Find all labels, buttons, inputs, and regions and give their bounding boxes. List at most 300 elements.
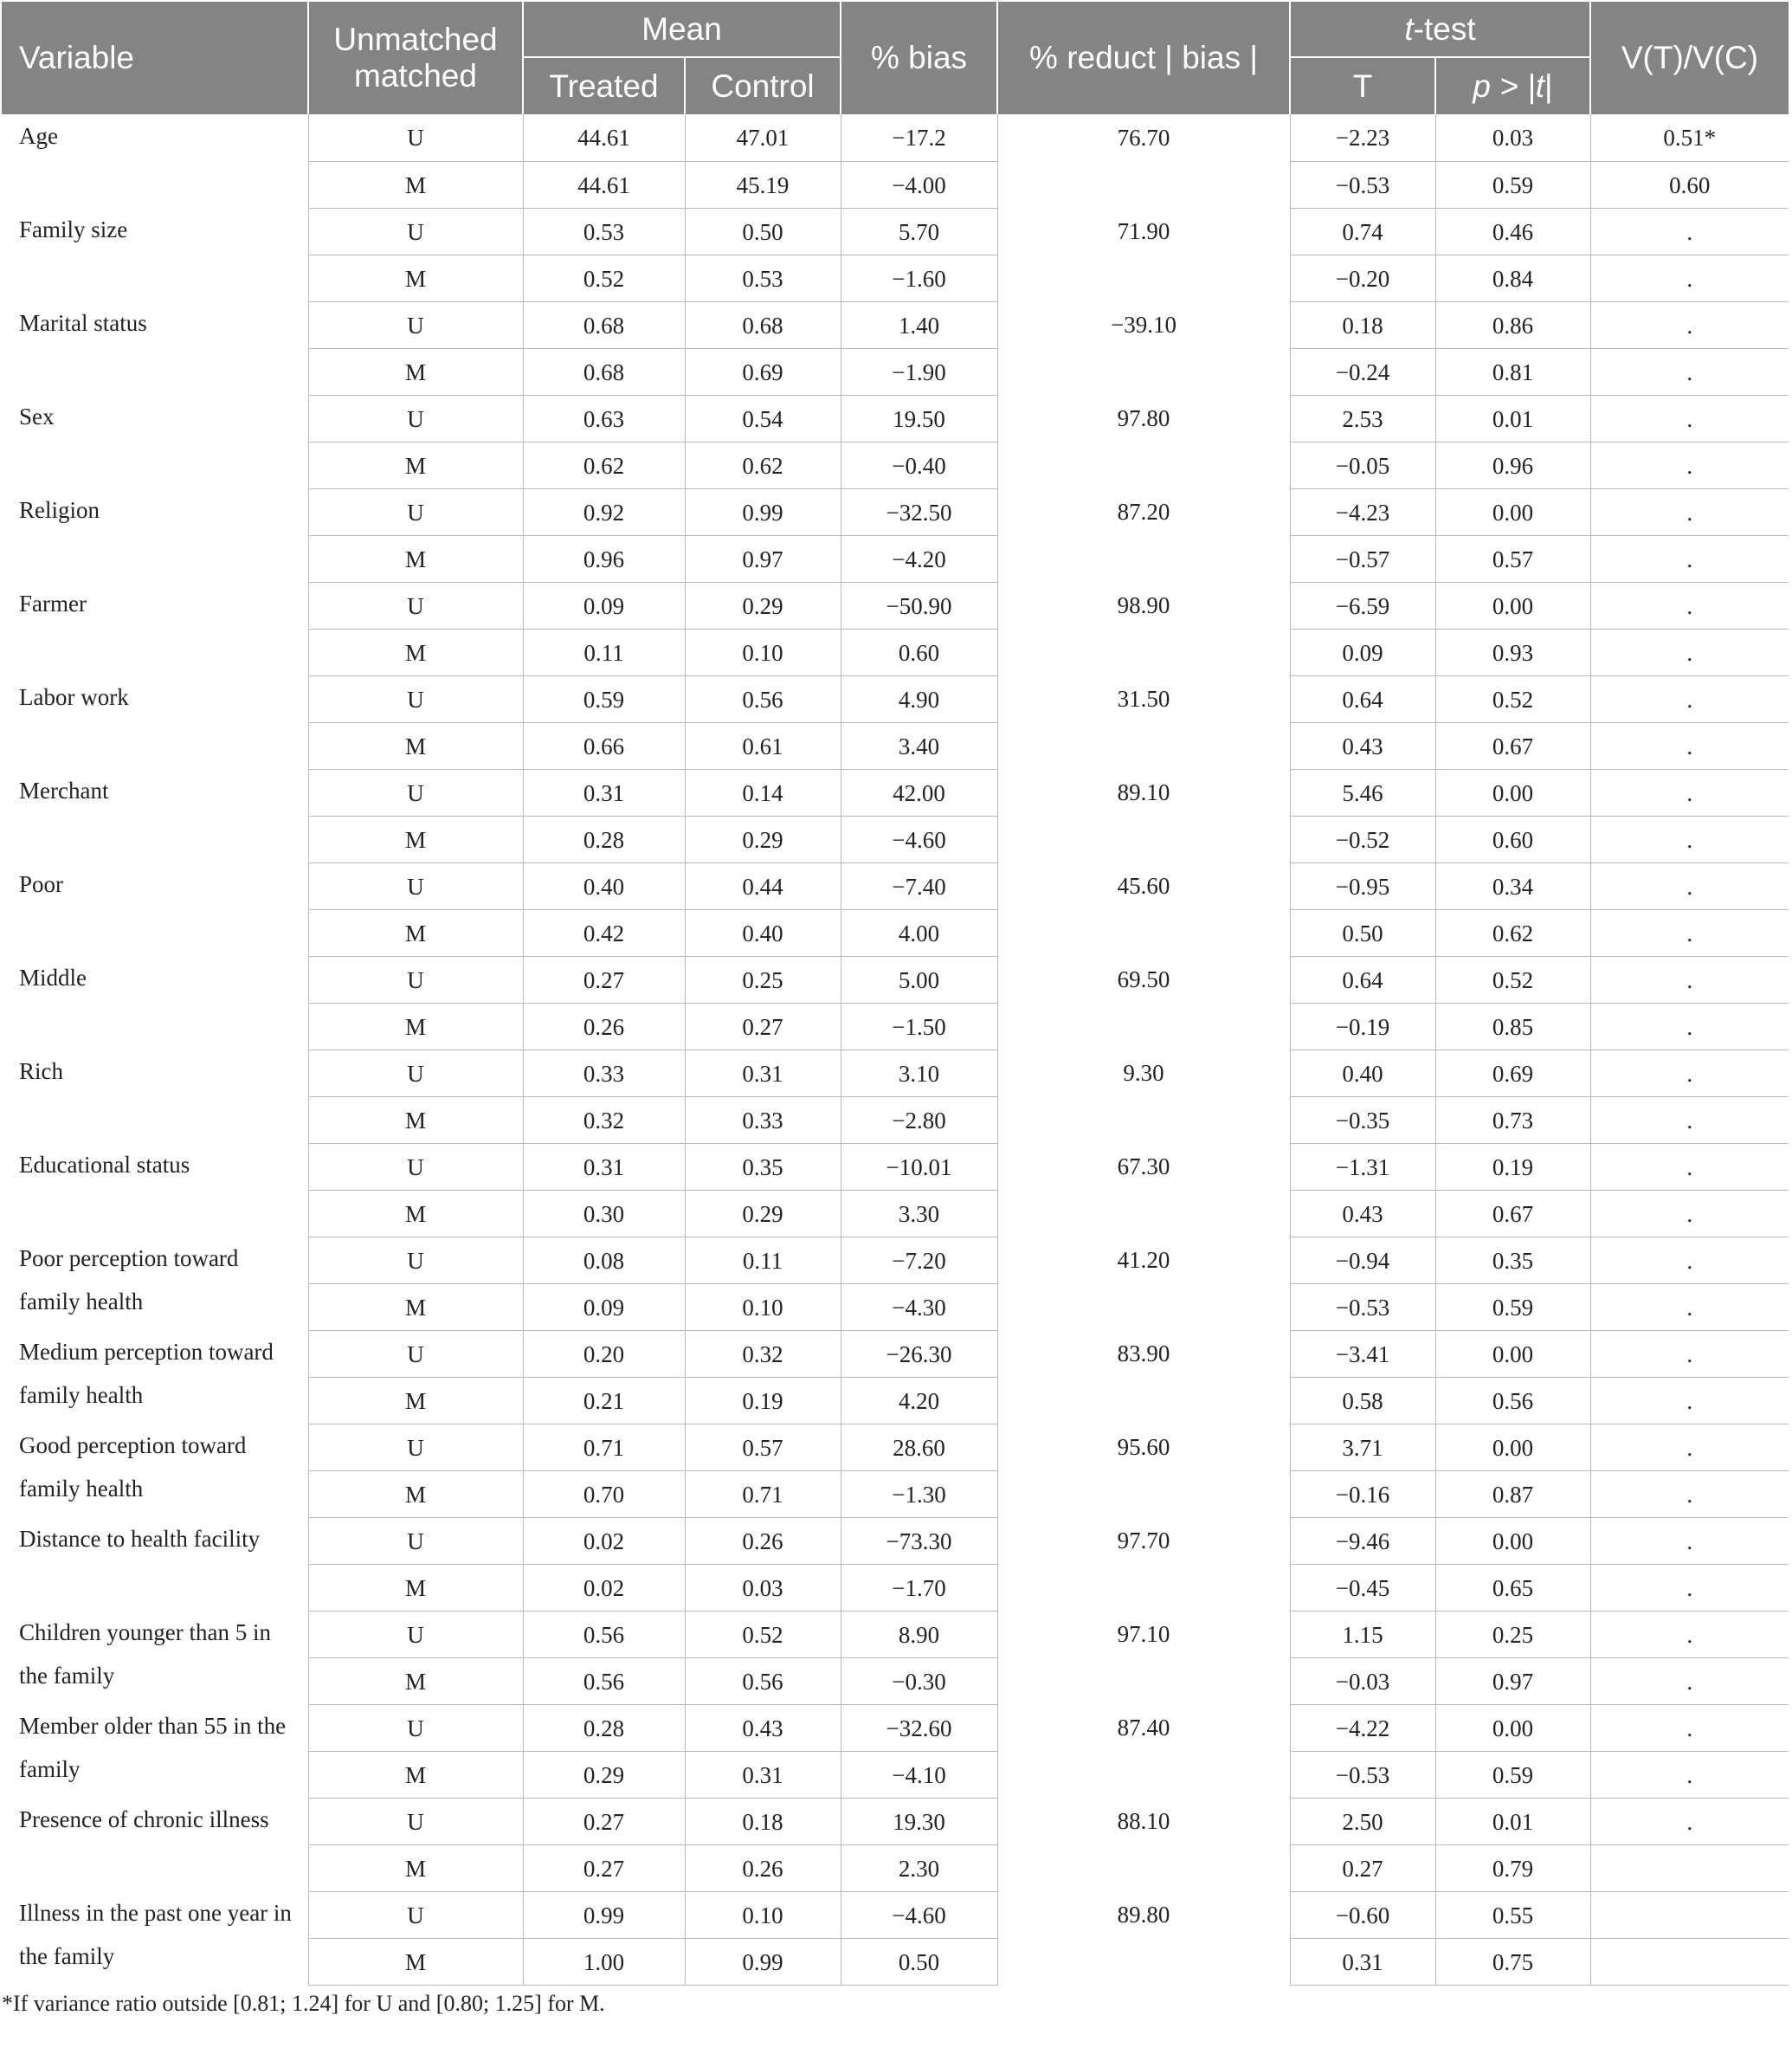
treated-mean: 44.61 (523, 161, 685, 208)
treated-mean: 1.00 (523, 1938, 685, 1985)
header-pct-reduct-bias: % reduct | bias | (997, 2, 1290, 114)
t-value: −3.41 (1290, 1330, 1435, 1377)
t-value: 0.50 (1290, 909, 1435, 956)
p-value: 0.59 (1435, 1283, 1590, 1330)
pct-reduct-bias: 87.20 (997, 488, 1290, 582)
sample-type: U (308, 1424, 523, 1470)
control-mean: 0.03 (685, 1564, 841, 1611)
pct-bias: 4.00 (841, 909, 997, 956)
treated-mean: 0.53 (523, 208, 685, 255)
pct-reduct-bias: 98.90 (997, 582, 1290, 675)
control-mean: 0.43 (685, 1704, 841, 1751)
t-value: −0.20 (1290, 255, 1435, 301)
sample-type: M (308, 255, 523, 301)
variance-ratio: . (1590, 1377, 1789, 1424)
sample-type: U (308, 1517, 523, 1564)
t-value: −4.22 (1290, 1704, 1435, 1751)
table-row (2, 1424, 1789, 1470)
variance-ratio: . (1590, 722, 1789, 769)
pct-reduct-bias: 95.60 (997, 1424, 1290, 1517)
table-row (2, 582, 1789, 629)
table-row (2, 1050, 1789, 1096)
p-value: 0.79 (1435, 1844, 1590, 1891)
p-value: 0.62 (1435, 909, 1590, 956)
p-value: 0.00 (1435, 1424, 1590, 1470)
control-mean: 0.19 (685, 1377, 841, 1424)
t-value: −2.23 (1290, 114, 1435, 161)
treated-mean: 0.27 (523, 1844, 685, 1891)
pct-reduct-bias: 89.10 (997, 769, 1290, 862)
p-value: 0.81 (1435, 348, 1590, 395)
t-value: −0.16 (1290, 1470, 1435, 1517)
control-mean: 0.18 (685, 1798, 841, 1844)
control-mean: 45.19 (685, 161, 841, 208)
control-mean: 0.27 (685, 1003, 841, 1050)
t-value: 0.43 (1290, 722, 1435, 769)
variance-ratio: . (1590, 1704, 1789, 1751)
p-value: 0.85 (1435, 1003, 1590, 1050)
p-value: 0.73 (1435, 1096, 1590, 1143)
variable-name: Poor (2, 862, 308, 956)
t-value: −0.19 (1290, 1003, 1435, 1050)
pct-reduct-bias: 69.50 (997, 956, 1290, 1050)
control-mean: 0.71 (685, 1470, 841, 1517)
treated-mean: 0.29 (523, 1751, 685, 1798)
variable-name: Middle (2, 956, 308, 1050)
p-value: 0.00 (1435, 1517, 1590, 1564)
variance-ratio: . (1590, 255, 1789, 301)
treated-mean: 0.09 (523, 1283, 685, 1330)
treated-mean: 0.68 (523, 348, 685, 395)
header-matched-line: matched (354, 58, 477, 94)
t-value: −4.23 (1290, 488, 1435, 535)
treated-mean: 0.20 (523, 1330, 685, 1377)
t-value: 0.18 (1290, 301, 1435, 348)
control-mean: 0.57 (685, 1424, 841, 1470)
sample-type: M (308, 1283, 523, 1330)
treated-mean: 0.11 (523, 629, 685, 675)
pct-reduct-bias: 71.90 (997, 208, 1290, 301)
control-mean: 0.56 (685, 1657, 841, 1704)
variance-ratio: . (1590, 769, 1789, 816)
variable-name: Presence of chronic illness (2, 1798, 308, 1891)
control-mean: 0.10 (685, 629, 841, 675)
variance-ratio: . (1590, 208, 1789, 255)
variance-ratio: . (1590, 1470, 1789, 1517)
variance-ratio: 0.51* (1590, 114, 1789, 161)
treated-mean: 0.66 (523, 722, 685, 769)
header-p-value (1435, 57, 1590, 114)
pct-bias: 4.90 (841, 675, 997, 722)
table-row (2, 1798, 1789, 1844)
header-treated: Treated (523, 57, 685, 114)
sample-type: U (308, 208, 523, 255)
p-value: 0.55 (1435, 1891, 1590, 1938)
t-value: 0.64 (1290, 956, 1435, 1003)
p-value: 0.84 (1435, 255, 1590, 301)
table-row (2, 1237, 1789, 1283)
control-mean: 0.31 (685, 1050, 841, 1096)
pct-reduct-bias: 67.30 (997, 1143, 1290, 1237)
sample-type: U (308, 1704, 523, 1751)
pct-bias: −1.70 (841, 1564, 997, 1611)
treated-mean: 0.32 (523, 1096, 685, 1143)
sample-type: U (308, 582, 523, 629)
variance-ratio: . (1590, 582, 1789, 629)
header-variance-ratio: V(T)/V(C) (1590, 2, 1789, 114)
treated-mean: 0.02 (523, 1517, 685, 1564)
variance-ratio: . (1590, 1611, 1789, 1657)
p-value: 0.87 (1435, 1470, 1590, 1517)
variance-ratio: . (1590, 395, 1789, 442)
p-value: 0.67 (1435, 722, 1590, 769)
p-value: 0.59 (1435, 1751, 1590, 1798)
pct-reduct-bias: 9.30 (997, 1050, 1290, 1143)
table-row (2, 208, 1789, 255)
sample-type: M (308, 909, 523, 956)
treated-mean: 0.96 (523, 535, 685, 582)
p-value: 0.46 (1435, 208, 1590, 255)
pct-bias: 19.30 (841, 1798, 997, 1844)
treated-mean: 0.31 (523, 1143, 685, 1190)
control-mean: 0.61 (685, 722, 841, 769)
control-mean: 0.25 (685, 956, 841, 1003)
pct-bias: −4.20 (841, 535, 997, 582)
t-value: 5.46 (1290, 769, 1435, 816)
treated-mean: 0.28 (523, 1704, 685, 1751)
sample-type: M (308, 442, 523, 488)
treated-mean: 0.59 (523, 675, 685, 722)
sample-type: M (308, 535, 523, 582)
p-value: 0.35 (1435, 1237, 1590, 1283)
variance-ratio: . (1590, 862, 1789, 909)
header-p-suffix: | (1544, 68, 1553, 104)
pct-bias: 3.10 (841, 1050, 997, 1096)
pct-bias: 4.20 (841, 1377, 997, 1424)
pct-reduct-bias: 97.10 (997, 1611, 1290, 1704)
pct-reduct-bias: 89.80 (997, 1891, 1290, 1985)
p-value: 0.00 (1435, 1704, 1590, 1751)
control-mean: 0.62 (685, 442, 841, 488)
treated-mean: 0.31 (523, 769, 685, 816)
sample-type: M (308, 1844, 523, 1891)
variance-ratio: . (1590, 629, 1789, 675)
variable-name: Medium perception toward family health (2, 1330, 308, 1424)
pct-bias: −4.30 (841, 1283, 997, 1330)
control-mean: 0.99 (685, 1938, 841, 1985)
pct-bias: −73.30 (841, 1517, 997, 1564)
pct-bias: −1.90 (841, 348, 997, 395)
treated-mean: 0.27 (523, 1798, 685, 1844)
sample-type: U (308, 769, 523, 816)
table-row (2, 1517, 1789, 1564)
variance-ratio: . (1590, 535, 1789, 582)
control-mean: 0.40 (685, 909, 841, 956)
sample-type: M (308, 161, 523, 208)
pct-bias: −1.30 (841, 1470, 997, 1517)
variance-ratio: . (1590, 1283, 1789, 1330)
t-value: 2.53 (1290, 395, 1435, 442)
control-mean: 0.44 (685, 862, 841, 909)
control-mean: 0.54 (685, 395, 841, 442)
t-value: 0.43 (1290, 1190, 1435, 1237)
table-row (2, 395, 1789, 442)
sample-type: M (308, 348, 523, 395)
pct-bias: −0.40 (841, 442, 997, 488)
variance-ratio: . (1590, 301, 1789, 348)
control-mean: 0.97 (685, 535, 841, 582)
control-mean: 0.68 (685, 301, 841, 348)
variance-ratio: . (1590, 442, 1789, 488)
treated-mean: 0.21 (523, 1377, 685, 1424)
table-row (2, 114, 1789, 161)
t-value: −6.59 (1290, 582, 1435, 629)
psm-balance-table (2, 2, 1789, 1986)
pct-bias: −10.01 (841, 1143, 997, 1190)
header-t: T (1290, 57, 1435, 114)
control-mean: 0.29 (685, 816, 841, 862)
pct-bias: −32.60 (841, 1704, 997, 1751)
sample-type: U (308, 1611, 523, 1657)
control-mean: 0.32 (685, 1330, 841, 1377)
variance-ratio: . (1590, 1751, 1789, 1798)
variable-name: Marital status (2, 301, 308, 395)
t-value: 2.50 (1290, 1798, 1435, 1844)
sample-type: M (308, 1377, 523, 1424)
header-unmatched-matched (308, 2, 523, 114)
pct-reduct-bias: 83.90 (997, 1330, 1290, 1424)
p-value: 0.01 (1435, 1798, 1590, 1844)
t-value: 0.27 (1290, 1844, 1435, 1891)
sample-type: U (308, 1143, 523, 1190)
header-mean: Mean (523, 2, 841, 57)
variable-name: Children younger than 5 in the family (2, 1611, 308, 1704)
variance-ratio: . (1590, 1190, 1789, 1237)
t-value: −0.03 (1290, 1657, 1435, 1704)
header-p-prefix: p > | (1473, 68, 1536, 104)
variance-ratio (1590, 1938, 1789, 1985)
pct-bias: 28.60 (841, 1424, 997, 1470)
header-variable: Variable (2, 2, 308, 114)
variance-ratio: . (1590, 1143, 1789, 1190)
variance-ratio: . (1590, 488, 1789, 535)
t-value: −0.95 (1290, 862, 1435, 909)
t-value: −9.46 (1290, 1517, 1435, 1564)
treated-mean: 0.09 (523, 582, 685, 629)
table-body (2, 114, 1789, 1985)
t-value: −0.94 (1290, 1237, 1435, 1283)
t-value: −0.35 (1290, 1096, 1435, 1143)
variance-ratio: 0.60 (1590, 161, 1789, 208)
p-value: 0.00 (1435, 769, 1590, 816)
variance-ratio: . (1590, 1517, 1789, 1564)
table-row (2, 675, 1789, 722)
p-value: 0.03 (1435, 114, 1590, 161)
control-mean: 0.33 (685, 1096, 841, 1143)
table-row (2, 862, 1789, 909)
p-value: 0.75 (1435, 1938, 1590, 1985)
t-value: 3.71 (1290, 1424, 1435, 1470)
variance-ratio (1590, 1844, 1789, 1891)
t-value: −0.57 (1290, 535, 1435, 582)
treated-mean: 0.30 (523, 1190, 685, 1237)
t-value: −0.52 (1290, 816, 1435, 862)
sample-type: M (308, 1938, 523, 1985)
sample-type: U (308, 114, 523, 161)
treated-mean: 0.40 (523, 862, 685, 909)
t-value: −0.53 (1290, 161, 1435, 208)
control-mean: 0.11 (685, 1237, 841, 1283)
p-value: 0.59 (1435, 161, 1590, 208)
control-mean: 0.56 (685, 675, 841, 722)
variance-ratio: . (1590, 1237, 1789, 1283)
p-value: 0.86 (1435, 301, 1590, 348)
t-value: −0.45 (1290, 1564, 1435, 1611)
treated-mean: 0.56 (523, 1657, 685, 1704)
pct-reduct-bias: 97.70 (997, 1517, 1290, 1611)
treated-mean: 0.08 (523, 1237, 685, 1283)
t-value: 0.40 (1290, 1050, 1435, 1096)
sample-type: U (308, 675, 523, 722)
pct-bias: −4.60 (841, 1891, 997, 1938)
sample-type: U (308, 862, 523, 909)
treated-mean: 0.68 (523, 301, 685, 348)
pct-reduct-bias: 76.70 (997, 114, 1290, 208)
sample-type: U (308, 1798, 523, 1844)
variable-name: Poor perception toward family health (2, 1237, 308, 1330)
sample-type: M (308, 722, 523, 769)
sample-type: M (308, 1657, 523, 1704)
sample-type: M (308, 1003, 523, 1050)
p-value: 0.34 (1435, 862, 1590, 909)
treated-mean: 0.28 (523, 816, 685, 862)
variable-name: Rich (2, 1050, 308, 1143)
header-t-test-italic: t (1404, 10, 1414, 47)
pct-bias: −7.20 (841, 1237, 997, 1283)
table-row (2, 1611, 1789, 1657)
pct-reduct-bias: 87.40 (997, 1704, 1290, 1798)
header-unmatched-line: Unmatched (333, 22, 498, 57)
treated-mean: 44.61 (523, 114, 685, 161)
t-value: 0.31 (1290, 1938, 1435, 1985)
variance-ratio: . (1590, 1330, 1789, 1377)
sample-type: U (308, 1891, 523, 1938)
pct-bias: 5.00 (841, 956, 997, 1003)
t-value: 0.09 (1290, 629, 1435, 675)
p-value: 0.25 (1435, 1611, 1590, 1657)
pct-bias: −17.2 (841, 114, 997, 161)
pct-bias: −1.60 (841, 255, 997, 301)
t-value: −0.53 (1290, 1283, 1435, 1330)
t-value: −0.24 (1290, 348, 1435, 395)
treated-mean: 0.33 (523, 1050, 685, 1096)
variable-name: Sex (2, 395, 308, 488)
variable-name: Good perception toward family health (2, 1424, 308, 1517)
p-value: 0.57 (1435, 535, 1590, 582)
p-value: 0.52 (1435, 675, 1590, 722)
sample-type: M (308, 1096, 523, 1143)
pct-bias: 0.60 (841, 629, 997, 675)
variable-name: Farmer (2, 582, 308, 675)
t-value: −0.60 (1290, 1891, 1435, 1938)
pct-bias: 0.50 (841, 1938, 997, 1985)
control-mean: 0.29 (685, 582, 841, 629)
variable-name: Distance to health facility (2, 1517, 308, 1611)
sample-type: M (308, 1190, 523, 1237)
variance-ratio: . (1590, 1564, 1789, 1611)
pct-bias: −0.30 (841, 1657, 997, 1704)
variance-ratio (1590, 1891, 1789, 1938)
table-row (2, 1891, 1789, 1938)
p-value: 0.00 (1435, 582, 1590, 629)
variance-ratio: . (1590, 816, 1789, 862)
pct-bias: −26.30 (841, 1330, 997, 1377)
variance-ratio: . (1590, 1657, 1789, 1704)
treated-mean: 0.62 (523, 442, 685, 488)
pct-bias: −4.00 (841, 161, 997, 208)
p-value: 0.00 (1435, 1330, 1590, 1377)
p-value: 0.69 (1435, 1050, 1590, 1096)
treated-mean: 0.70 (523, 1470, 685, 1517)
sample-type: U (308, 956, 523, 1003)
pct-bias: 1.40 (841, 301, 997, 348)
header-t-test-rest: -test (1413, 10, 1476, 47)
p-value: 0.97 (1435, 1657, 1590, 1704)
t-value: 0.64 (1290, 675, 1435, 722)
control-mean: 0.50 (685, 208, 841, 255)
sample-type: U (308, 488, 523, 535)
treated-mean: 0.56 (523, 1611, 685, 1657)
control-mean: 0.29 (685, 1190, 841, 1237)
header-control: Control (685, 57, 841, 114)
variance-ratio: . (1590, 348, 1789, 395)
p-value: 0.00 (1435, 488, 1590, 535)
t-value: −1.31 (1290, 1143, 1435, 1190)
treated-mean: 0.26 (523, 1003, 685, 1050)
p-value: 0.01 (1435, 395, 1590, 442)
header-pct-bias: % bias (841, 2, 997, 114)
control-mean: 0.31 (685, 1751, 841, 1798)
variable-name: Educational status (2, 1143, 308, 1237)
pct-bias: −50.90 (841, 582, 997, 629)
header-p-t: t (1535, 68, 1544, 104)
pct-bias: −4.60 (841, 816, 997, 862)
table-row (2, 769, 1789, 816)
p-value: 0.19 (1435, 1143, 1590, 1190)
pct-bias: −1.50 (841, 1003, 997, 1050)
variable-name: Merchant (2, 769, 308, 862)
pct-bias: 8.90 (841, 1611, 997, 1657)
control-mean: 0.99 (685, 488, 841, 535)
pct-reduct-bias: 88.10 (997, 1798, 1290, 1891)
variable-name: Age (2, 114, 308, 208)
control-mean: 0.10 (685, 1891, 841, 1938)
p-value: 0.93 (1435, 629, 1590, 675)
variable-name: Family size (2, 208, 308, 301)
p-value: 0.52 (1435, 956, 1590, 1003)
treated-mean: 0.92 (523, 488, 685, 535)
p-value: 0.65 (1435, 1564, 1590, 1611)
pct-bias: 5.70 (841, 208, 997, 255)
pct-bias: −2.80 (841, 1096, 997, 1143)
control-mean: 0.26 (685, 1517, 841, 1564)
treated-mean: 0.42 (523, 909, 685, 956)
variance-ratio: . (1590, 1096, 1789, 1143)
variable-name: Member older than 55 in the family (2, 1704, 308, 1798)
variance-ratio: . (1590, 956, 1789, 1003)
control-mean: 0.52 (685, 1611, 841, 1657)
p-value: 0.96 (1435, 442, 1590, 488)
